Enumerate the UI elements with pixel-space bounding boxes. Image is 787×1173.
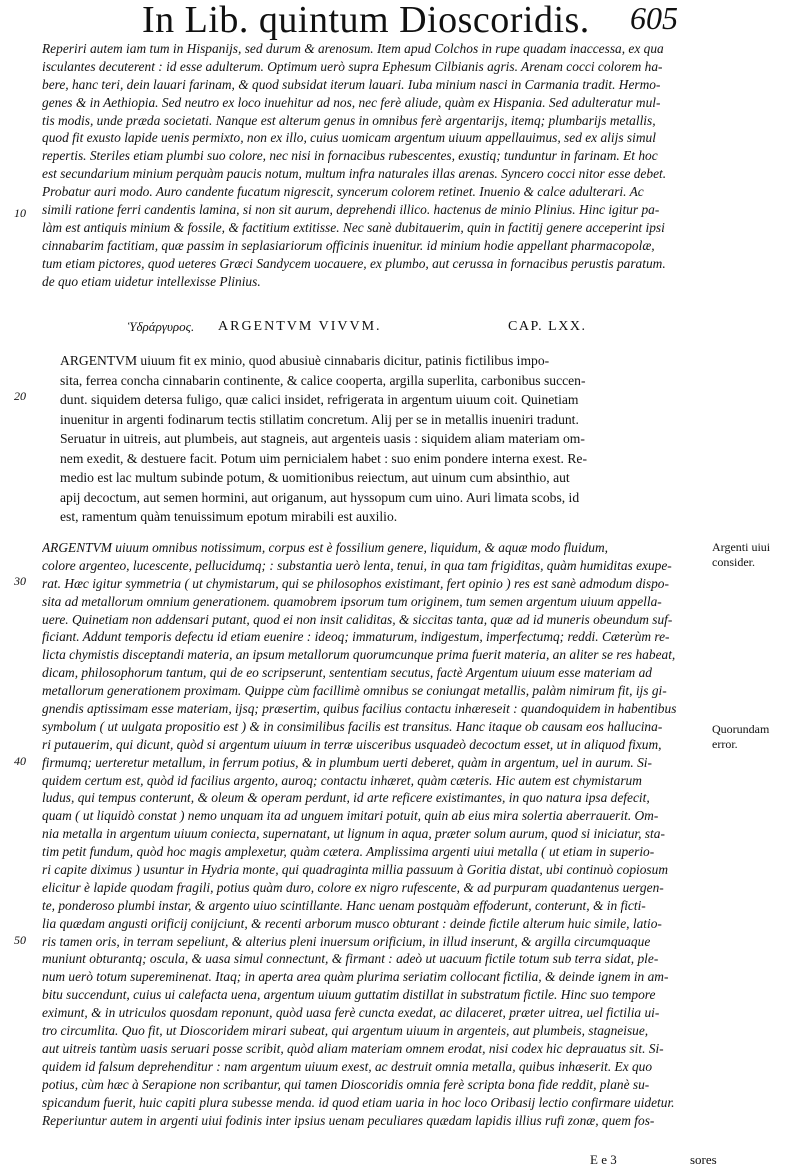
text-line: potius, cùm hæc à Serapione non scribantur, qui tamen Dioscoridis omnia ferè scripta bona fide reddit, planè su- [42,1076,650,1092]
chapter-number: CAP. LXX. [508,319,587,334]
margin-note-line: Argenti uiui [712,540,771,554]
text-line: quod fit exusto lapide uenis permixto, non ex illo, cuius uomicam argentum uiuum appellauimus, sed ex alijs simul [42,130,656,146]
text-line: ris tamen oris, in terram sepeliunt, & alterius pleni inuersum orificium, in illud inserunt, & argilla circumquaque [42,933,651,949]
text-line: gnendis aptissimam esse materiam, ijsq; præsertim, quibus facilius contactu inhæreseit : quandoquidem in habentibus [42,701,677,717]
paragraph-dioscorides-text [60,351,710,527]
text-line: bere, hanc teri, dein lauari farinam, & quod subsidat iterum lauari. Iuba minium nasci in Carmania tradit. Hermo- [42,76,661,92]
catchword: sores [690,1152,717,1167]
text-line: medio est lac multum subinde potum, & uomitionibus reiectum, aut uinum cum absinthio, aut [60,470,570,485]
text-line: quidem id falsum deprehenditur : nam argentum uiuum exest, ac destruit omnia metalla, quibus inhæserit. Ex quo [42,1058,653,1074]
text-line: repertis. Steriles etiam plumbi suo colore, nec nisi in fornacibus rubescentes, exustiq; tunduntur in farinam. Et hoc [42,148,658,164]
signature-mark: E e 3 [590,1152,617,1167]
text-line: dunt. siquidem detersa fuligo, quæ calici insidet, refrigerata in argentum uiuum coit. Quinetiam [60,392,579,407]
line-number: 10 [14,206,26,220]
text-line: tum etiam pictores, quod ueteres Græci Sandycem uocauere, ex plumbo, aut cerussa in fornacibus perustis paratum. [42,255,666,271]
text-line: simili ratione ferri candentis lamina, si non sit aurum, deprehendi illico. hactenus de minio Plinius. Hinc igitur pa- [42,202,660,218]
text-line: eximunt, & in utriculos quosdam reponunt, quòd uasa ferè cuncta exedat, ac dilaceret, præter uitrea, uel fictilia ui- [42,1005,660,1021]
text-line: est secundarium minium perquàm paucis notum, multum infra naturales illas arenas. Syncero cocci nitor esse debet. [42,166,667,182]
line-number: 40 [14,754,26,768]
line-number: 30 [14,574,26,588]
text-line: elicitur è lapide quodam fragili, potius quàm duro, colore ex nigro rufescente, & ad purpuram quadantenus uergen- [42,879,664,895]
text-line: dicam, philosophorum tantum, qui de eo scripserunt, sententiam secutus, factè Argentum uiuum esse materiam ad [42,665,652,681]
text-line: rat. Hæc igitur symmetria ( ut chymistarum, qui se philosophos existimant, fert opinio ) res est sanè admodum dispo- [42,575,669,591]
text-line: firmumq; uerteretur metallum, in ferrum potius, & in plumbum uerti deberet, quàm in argentum, uel in aurum. Si- [42,754,652,770]
text-line: est, ramentum quàm tenuissimum epotum mirabili est auxilio. [60,509,398,524]
text-line: quidem certum est, quòd id facilius argento, auroq; contactu inhæret, quàm cæteris. Hic autem est chymistarum [42,772,642,788]
text-line: uere. Quinetiam non addensari putant, quod ei non insit caliditas, & siccitas tanta, quæ ad id muneris obeundum suf- [42,611,673,627]
running-head: In Lib. quintum Dioscoridis. [142,0,590,41]
page-footer [0,1152,787,1172]
text-line: ri putauerim, qui dicunt, quòd si argentum uiuum in terræ uisceribus usquadeò decoctum esset, ut in aliquod fixum, [42,736,662,752]
margin-note-line: Quorundam [712,722,770,736]
text-line: nia metalla in argentum uiuum coniecta, supernatant, ut lignum in aqua, præter solum aurum, quod si iniciatur, sta- [42,826,665,842]
text-line: cinnabarim factitiam, quæ passim in seplasiariorum officinis inuenitur. id minium hodie appellant pharmacopolæ, [42,237,655,253]
text-line: Seruatur in uitreis, aut plumbeis, aut stagneis, aut argenteis uasis : siquidem aliam materiam om- [60,431,585,446]
text-line: ludus, qui tempus conterunt, & oleum & operam perdunt, id arte reficere existimantes, in quo natura ipsa defecit, [42,790,650,806]
text-line: ARGENTVM uiuum omnibus notissimum, corpus est è fossilium genere, liquidum, & aquæ modo fluidum, [42,540,608,555]
text-line: num uerò totum supereminenat. Itaq; in aperta area quàm plurima seriatim collocant fictilia, & deinde ignem in am- [42,969,669,985]
text-line: aut uitreis tantùm uasis seruari posse scribit, quòd aliam materiam omnem erodat, nisi codex hic deprauatus sit. Si- [42,1040,664,1056]
text-line: nem exedit, & destuere facit. Potum uim pernicialem habet : suo enim pondere interna exest. Re- [60,450,587,466]
text-line: Probatur auri modo. Auro candente fucatum nigrescit, syncerum colorem retinet. Inuenio & calce adulterari. Ac [42,184,644,200]
text-line: tis modis, unde præda societati. Nanque est alterum genus in omnibus ferè argentarijs, itemq; plumbarijs metallis, [42,112,656,128]
text-line: apij decoctum, aut semen hormini, aut origanum, aut hyssopum cum uino. Auri limata scobs, id [60,489,580,505]
paragraph-minium-continued [42,40,710,290]
page-header [40,0,720,40]
text-line: de quo etiam uidetur intellexisse Plinius. [42,273,261,289]
text-line: muniunt obturantq; oscula, & uasa simul connectunt, & firmant : adeò ut uacuum fictile totum sub terra sidat, ple- [42,951,659,967]
margin-note-consider [712,540,784,570]
chapter-heading [0,319,787,339]
text-line: lia quædam angusti orificij conijciunt, & recenti arborum musco obturant : deinde fictile alterum huic simile, latio- [42,915,662,931]
text-line: symbolum ( ut uulgata propositio est ) & in consimilibus facilis est transitus. Hanc itaque ob causam eos hallucina- [42,718,663,734]
text-line: genes & in Aethiopia. Sed neutro ex loco inuehitur ad nos, nec ferè aliude, quàm ex Hispania. Sed adulteratur mul- [42,94,661,110]
text-line: ri capite diximus ) usuntur in Hydria monte, qui quadraginta millia passuum à Goritia distat, ubi continuò copiosum [42,862,669,878]
text-line: tim petit fundum, quòd hoc magis amplexetur, quàm cætera. Amplissima argenti uiui metalla ( ut etiam in superio- [42,844,655,860]
paragraph-commentary [42,539,710,1129]
margin-note-error [712,722,784,752]
text-line: colore argenteo, lucescente, pellucidumq; : substantia uerò lenta, tenui, in qua tam frigiditas, quàm humiditas exupe- [42,557,672,573]
text-line: tro circumlita. Quo fit, ut Dioscoridem mirari subeat, qui argentum uiuum in argenteis, aut plumbeis, stagneisue, [42,1023,649,1039]
greek-title: Ὑδράργυρος. [128,319,195,334]
margin-note-line: error. [712,737,738,751]
text-line: sita ad metallorum omnium generationem. quamobrem ipsorum tum originem, tum semen argentum uiuum appella- [42,593,662,609]
text-line: Reperiuntur autem in argenti uiui fodinis inter ipsius uenam peculiares quædam lapidis illius rufi zonæ, quem fos- [42,1112,655,1128]
text-line: te, ponderoso plumbi instar, & argento uiuo scintillante. Hanc uenam postquàm effoderunt, conterunt, & in ficti- [42,897,646,913]
line-number: 50 [14,933,26,947]
text-line: ARGENTVM uiuum fit ex minio, quod abusiuè cinnabaris dicitur, patinis fictilibus impo- [60,353,550,368]
text-line: quam ( ut liquidò constat ) nemo unquam ita ad unguem imitari potuit, quin ab eius mira solertia aberrauerit. Om- [42,808,659,824]
text-line: spicandum fuerit, huic capiti plura subesse menda. id quod etiam uaria in hoc loco Oribasij lectio confirmare uidetur. [42,1094,675,1110]
text-line: ficiant. Addunt temporis defectu id etiam euenire : ideoq; immaturum, indigestum, imperfectumq; reddi. Cæterùm re- [42,629,670,645]
text-line: Reperiri autem iam tum in Hispanijs, sed durum & arenosum. Item apud Colchos in rupe quadam inaccessa, ex qua [42,41,664,56]
margin-note-line: consider. [712,555,755,569]
text-line: làm est antiquis minium & fossile, & factitium extitisse. Nec sanè dubitauerim, quin in factitij genere acceperint ipsi [42,219,665,235]
text-line: bitu succendunt, cuius ui calefacta uena, argentum uiuum guttatim distillat in substratum fictile. Hinc suo tempore [42,987,656,1003]
text-line: inuenitur in argenti fodinarum tectis stillatim concretum. Alij per se in metallis inueniri tradunt. [60,411,579,427]
chapter-title: ARGENTVM VIVVM. [218,319,382,334]
text-line: sita, ferrea concha cinnabarin continente, & calice cooperta, argilla superlita, carbonibus succen- [60,372,586,388]
line-number: 20 [14,389,26,403]
text-line: metallorum generationem proximam. Quippe cùm facillimè omnibus se coniungat metallis, palàm nimirum fit, ijs gi- [42,683,667,699]
text-line: licta chymistis disceptandi materia, an ipsum metallorum quorumcunque prima fuerit materia, an aliter se res habeat, [42,647,676,663]
page-number: 605 [630,0,678,36]
text-line: isculantes decuterent : id esse adulterum. Optimum uerò supra Ephesum Cilbianis agris. Arenam cocci colorem ha- [42,58,663,74]
